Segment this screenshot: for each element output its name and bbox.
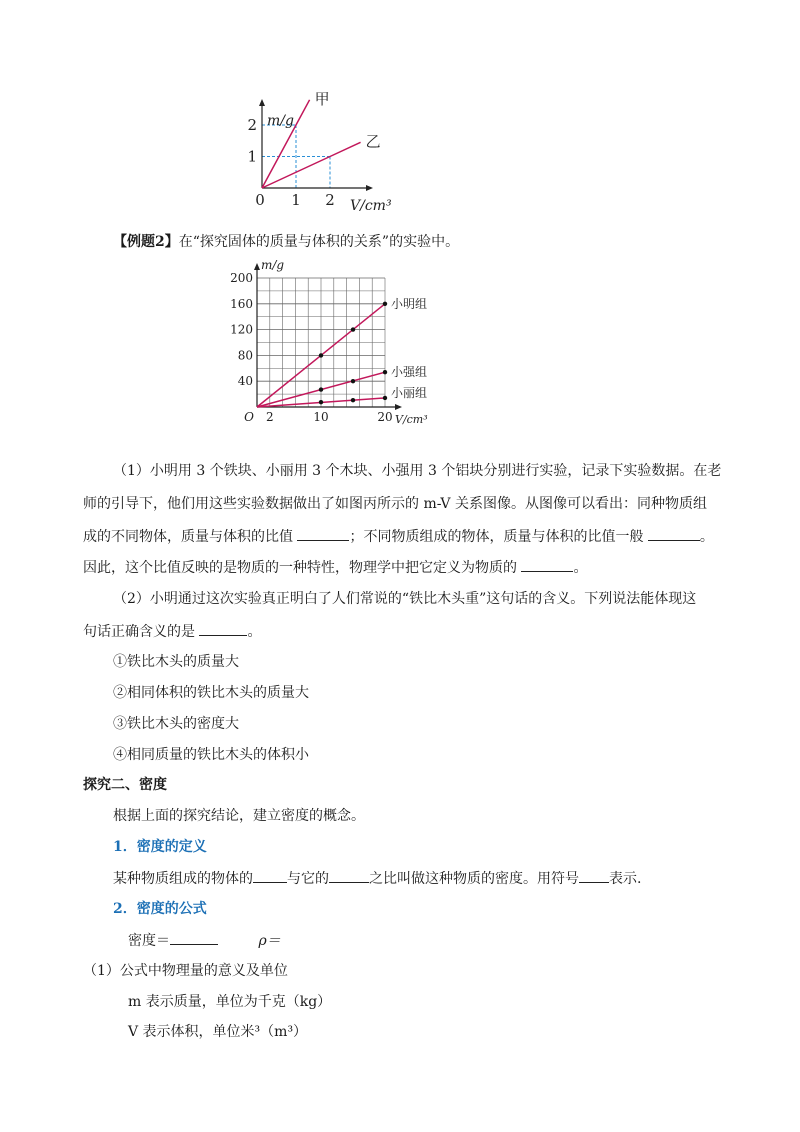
y-axis-label: m/g xyxy=(261,258,285,272)
y-tick-label: 1 xyxy=(247,147,257,166)
section2-title: 探究二、密度 xyxy=(83,777,167,793)
y-tick-label: 160 xyxy=(230,296,253,311)
answer-blank[interactable] xyxy=(170,930,218,945)
q1-line3c: 。 xyxy=(699,529,714,545)
x-axis-label: V/cm³ xyxy=(350,198,392,214)
origin-label: O xyxy=(244,410,254,424)
x-tick-label: 2 xyxy=(265,410,274,424)
definition-line xyxy=(113,868,641,889)
y-tick-label: 200 xyxy=(230,271,253,285)
answer-blank[interactable] xyxy=(648,526,700,541)
x-tick-label: 0 xyxy=(255,191,265,209)
q2-option-2: ②相同体积的铁比木头的质量大 xyxy=(113,685,309,701)
q1-line4a: 因此，这个比值反映的是物质的一种特性，物理学中把它定义为物质的 xyxy=(83,560,517,576)
answer-blank[interactable] xyxy=(329,868,369,883)
data-point xyxy=(383,370,387,374)
q1-line3b: ；不同物质组成的物体，质量与体积的比值一般 xyxy=(349,529,644,545)
answer-blank[interactable] xyxy=(579,868,609,883)
q1-line3a: 成的不同物体，质量与体积的比值 xyxy=(83,529,293,545)
y-axis-label: m/g xyxy=(267,113,294,129)
q2-option-3: ③铁比木头的密度大 xyxy=(113,716,239,732)
example2-text: 在“探究固体的质量与体积的关系”的实验中。 xyxy=(178,234,460,250)
example2-line xyxy=(113,232,459,252)
q2-option-4: ④相同质量的铁比木头的体积小 xyxy=(113,747,309,763)
y-tick-label: 2 xyxy=(247,116,257,134)
y-tick-label: 40 xyxy=(237,374,253,389)
data-point xyxy=(319,387,323,391)
q1-line1: （1）小明用 3 个铁块、小丽用 3 个木块、小强用 3 个铝块分别进行实验，记录下实验数据。在老 xyxy=(113,463,722,479)
x-tick-label: 10 xyxy=(313,410,329,424)
data-point xyxy=(319,353,323,357)
data-point xyxy=(351,379,355,383)
data-point xyxy=(383,396,387,400)
series-label: 乙 xyxy=(365,132,381,151)
answer-blank[interactable] xyxy=(199,621,247,636)
q1-line4b: 。 xyxy=(573,560,588,576)
density-label: 密度＝ xyxy=(128,933,170,949)
x-tick-label: 1 xyxy=(291,191,301,209)
definition-c: 之比叫做这种物质的密度。用符号 xyxy=(369,871,579,887)
formula-m-line: m 表示质量，单位为千克（kg） xyxy=(128,994,332,1010)
y-tick-label: 120 xyxy=(230,322,253,337)
q1-line4 xyxy=(83,557,587,578)
answer-blank[interactable] xyxy=(253,868,287,883)
x-tick-label: 2 xyxy=(325,191,335,209)
definition-b: 与它的 xyxy=(287,871,329,887)
data-point xyxy=(351,398,355,402)
q2-line1: （2）小明通过这次实验真正明白了人们常说的“铁比木头重”这句话的含义。下列说法能体现这 xyxy=(113,591,697,607)
y-axis-arrow xyxy=(254,263,260,270)
definition-a: 某种物质组成的物体的 xyxy=(113,871,253,887)
formula-v-line: V 表示体积，单位米³（m³） xyxy=(128,1024,308,1040)
series-label: 小丽组 xyxy=(391,385,428,400)
data-point xyxy=(383,302,387,306)
rho-label: ρ＝ xyxy=(258,933,281,949)
series-label: 小明组 xyxy=(391,296,428,311)
q1-line2: 师的引导下，他们用这些实验数据做出了如图丙所示的 m-V 关系图像。从图像可以看出：同种物质组 xyxy=(83,496,707,512)
series-label: 小强组 xyxy=(391,365,428,380)
definition-heading: 1．密度的定义 xyxy=(113,839,207,855)
q2-line2b: 。 xyxy=(247,624,262,640)
section2-intro: 根据上面的探究结论，建立密度的概念。 xyxy=(113,808,365,824)
data-point xyxy=(351,327,355,331)
q2-option-1: ①铁比木头的质量大 xyxy=(113,654,239,670)
x-axis-arrow xyxy=(366,185,373,191)
formula-sub-heading: （1）公式中物理量的意义及单位 xyxy=(83,963,288,979)
q1-line3 xyxy=(83,526,714,547)
q2-line2 xyxy=(83,621,261,642)
series-label: 甲 xyxy=(314,90,330,108)
data-point xyxy=(319,400,323,404)
answer-blank[interactable] xyxy=(297,526,349,541)
answer-blank[interactable] xyxy=(521,557,573,572)
y-tick-label: 80 xyxy=(237,348,253,363)
y-axis-arrow xyxy=(259,99,265,106)
series-line xyxy=(262,142,361,188)
chart-jia-yi xyxy=(240,90,410,215)
x-axis-label: V/cm³ xyxy=(395,413,428,426)
definition-d: 表示. xyxy=(609,871,642,887)
chart-groups xyxy=(225,258,465,438)
x-tick-label: 20 xyxy=(377,410,393,424)
x-axis-arrow xyxy=(395,404,402,410)
formula-heading: 2．密度的公式 xyxy=(113,901,207,917)
q2-line2a: 句话正确含义的是 xyxy=(83,624,195,640)
formula-line xyxy=(128,930,281,951)
example2-label: 【例题2】 xyxy=(113,234,179,250)
